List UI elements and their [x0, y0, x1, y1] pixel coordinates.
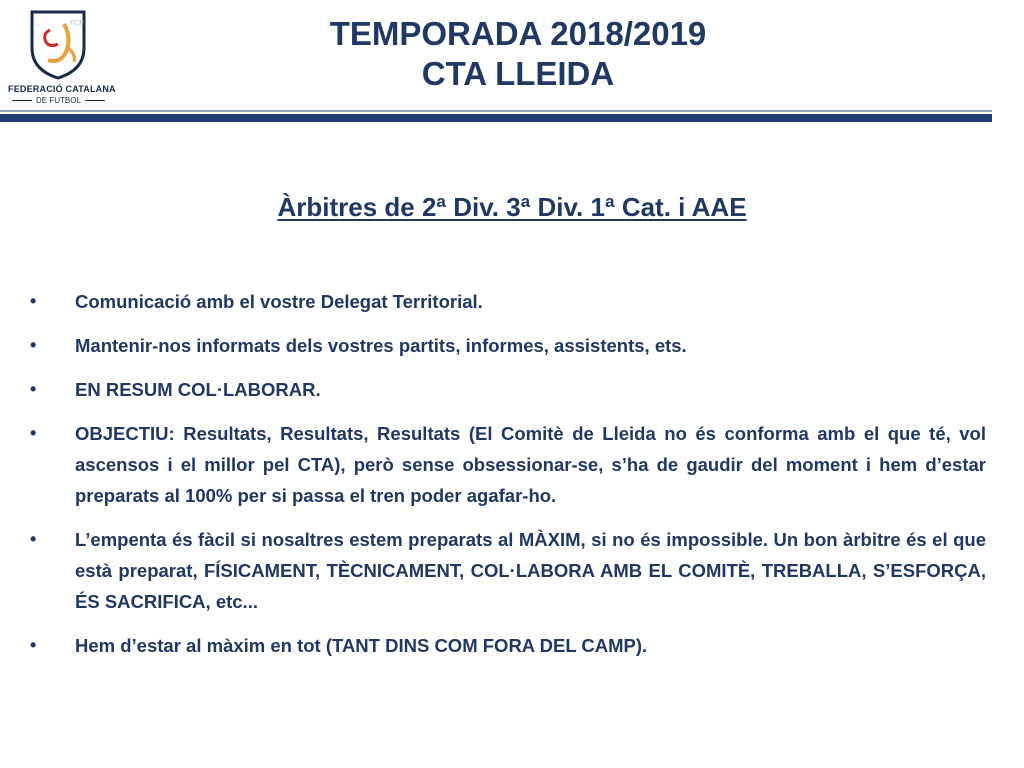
list-item [30, 286, 986, 317]
shield-icon [28, 8, 88, 80]
title-line-cta: CTA LLEIDA [421, 55, 615, 92]
bullet-marker: • [30, 335, 37, 355]
list-item [30, 330, 986, 361]
list-item-text: Mantenir-nos informats dels vostres partits, informes, assistents, ets. [75, 335, 687, 356]
list-item [30, 374, 986, 405]
logo-badge-text: FCF [70, 20, 84, 27]
bullet-marker: • [30, 529, 37, 549]
page-title [300, 14, 736, 94]
bullet-marker: • [30, 635, 37, 655]
bullet-marker: • [30, 291, 37, 311]
list-item-text: Comunicació amb el vostre Delegat Territorial. [75, 291, 483, 312]
logo-subtitle: DE FUTBOL [8, 96, 108, 105]
list-item [30, 524, 986, 617]
list-item [30, 418, 986, 511]
bullet-list [30, 286, 986, 674]
logo-name: FEDERACIÓ CATALANA [8, 84, 116, 94]
list-item-text: Hem d’estar al màxim en tot (TANT DINS COM FORA DEL CAMP). [75, 635, 648, 656]
bullet-marker: • [30, 379, 37, 399]
list-item-text: OBJECTIU: Resultats, Resultats, Resultats (El Comitè de Lleida no és conforma amb el que té, vol ascensos i el millor pel CTA), però sense obsessionar-se, s’ha de gaudir del moment i hem d’estar preparats al 100% per si passa el tren poder agafar-ho. [75, 423, 986, 506]
title-line-season: TEMPORADA 2018/2019 [329, 15, 707, 52]
header-divider-thin [0, 110, 992, 112]
header-divider [0, 114, 992, 122]
list-item-text: EN RESUM COL·LABORAR. [75, 379, 321, 400]
section-subtitle: Àrbitres de 2ª Div. 3ª Div. 1ª Cat. i AAE [277, 192, 747, 222]
list-item [30, 630, 986, 661]
list-item-text: L’empenta és fàcil si nosaltres estem preparats al MÀXIM, si no és impossible. Un bon àrbitre és el que està preparat, FÍSICAMENT, TÈCNICAMENT, COL·LABORA AMB EL COMITÈ, TREBALLA, S’ESFORÇA, ÉS SACRIFICA, etc... [75, 529, 986, 612]
bullet-marker: • [30, 423, 37, 443]
federation-logo [8, 8, 116, 108]
